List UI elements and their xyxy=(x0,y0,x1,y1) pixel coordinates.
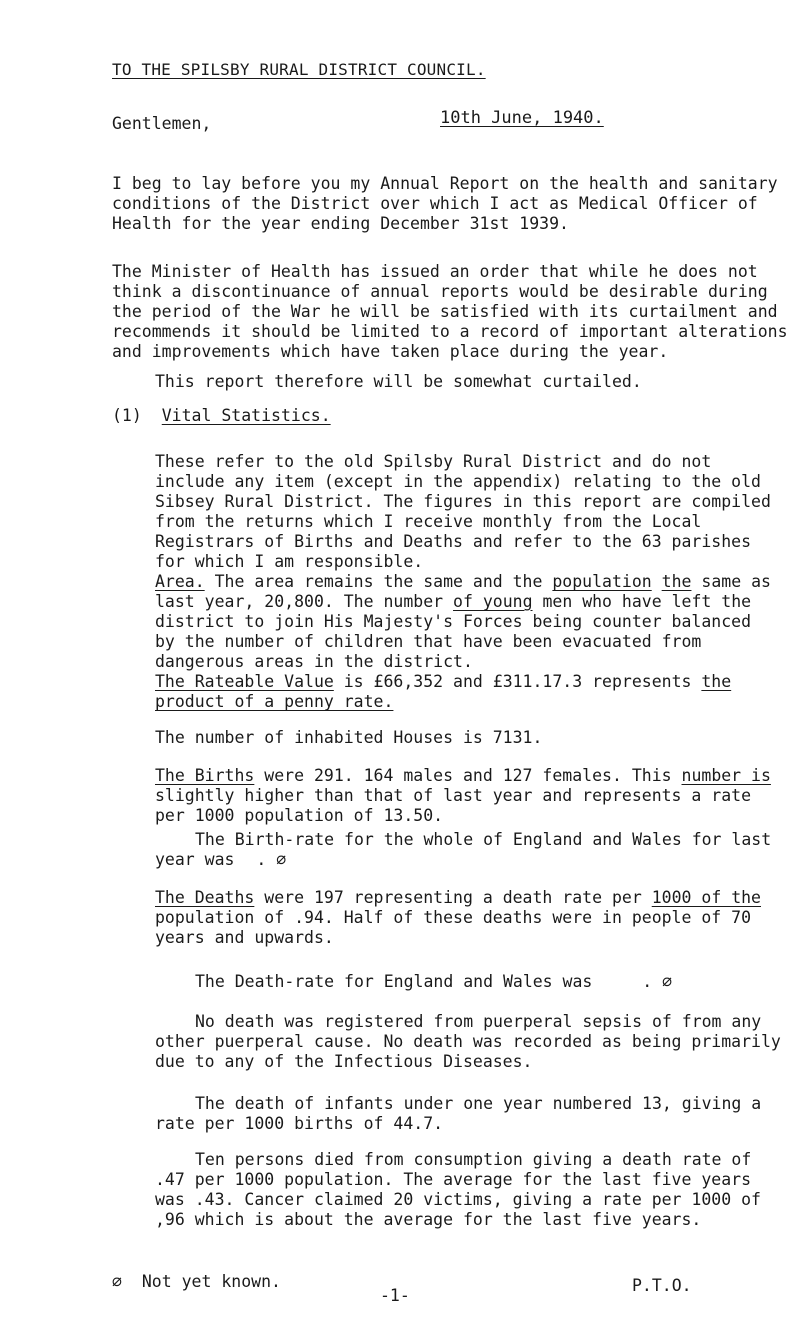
area-text: The area remains the same and the xyxy=(214,572,543,591)
birth-rate-paragraph xyxy=(155,830,780,870)
area-text-the: the xyxy=(661,572,692,591)
area-text-rest: men who have left the district to join His Majesty's Forces being counter balanced by the number of children that have been evacuated from dangerous areas in the district. xyxy=(155,592,752,671)
death-rate-footnote-mark: . ∅ xyxy=(642,972,673,991)
penny-rate-label: the product of a penny rate. xyxy=(155,672,732,711)
salutation: Gentlemen, xyxy=(112,114,212,133)
population-label: population xyxy=(552,572,652,591)
deaths-label: The Deaths xyxy=(155,888,255,907)
young-men-label: of young xyxy=(453,592,533,611)
births-paragraph xyxy=(155,766,780,826)
section-heading xyxy=(112,406,331,426)
births-text: were 291. 164 males and 127 females. This xyxy=(264,766,672,785)
footnote-text: Not yet known. xyxy=(141,1272,281,1291)
deaths-text: were 197 representing a death rate per xyxy=(264,888,642,907)
footnote-mark: ∅ xyxy=(112,1272,122,1291)
intro-paragraph-1: I beg to lay before you my Annual Report on the health and sanitary conditions of the District over which I act as Medical Officer of Health for the year ending December 31st 1939. xyxy=(112,174,778,233)
deaths-text-rest: population of .94. Half of these deaths were in people of 70 years and upwards. xyxy=(155,908,752,947)
section-number: (1) xyxy=(112,406,142,425)
rateable-value-text: is £66,352 and £311.17.3 represents xyxy=(343,672,692,691)
birth-rate-footnote-mark: . ∅ xyxy=(256,850,287,869)
area-label: Area. xyxy=(155,572,205,591)
puerperal-paragraph: No death was registered from puerperal sepsis of from any other puerperal cause. No death was recorded as being primarily due to any of the Infectious Diseases. xyxy=(155,1012,781,1071)
houses-paragraph: The number of inhabited Houses is 7131. xyxy=(155,728,543,747)
death-rate-text: The Death-rate for England and Wales was xyxy=(195,972,593,991)
rateable-value-label: The Rateable Value xyxy=(155,672,334,691)
rateable-value-paragraph xyxy=(155,672,780,712)
vital-statistics-paragraph: These refer to the old Spilsby Rural District and do not include any item (except in the appendix) relating to the old Sibsey Rural District. The figures in this report are compiled from the returns which I receive monthly from the Local Registrars of Births and Deaths and refer to the 63 parishes for which I am responsible. xyxy=(155,452,771,571)
death-rate-paragraph xyxy=(195,972,785,992)
births-text-rest: slightly higher than that of last year and represents a rate per 1000 population of 13.50. xyxy=(155,786,752,825)
pto-note: P.T.O. xyxy=(632,1276,692,1295)
deaths-per-thousand-label: 1000 of the xyxy=(651,888,761,907)
page-heading: TO THE SPILSBY RURAL DISTRICT COUNCIL. xyxy=(112,60,486,79)
infant-deaths-paragraph: The death of infants under one year numbered 13, giving a rate per 1000 births of 44.7. xyxy=(155,1094,762,1133)
deaths-paragraph xyxy=(155,888,780,948)
section-title: Vital Statistics. xyxy=(161,406,331,425)
page-number: -1- xyxy=(380,1286,410,1305)
area-paragraph xyxy=(155,572,780,672)
intro-paragraph-2: The Minister of Health has issued an order that while he does not think a discontinuance of annual reports would be desirable during the period of the War he will be satisfied with its curtailment and recommends it should be limited to a record of important alterations and improvements which have taken place during the year. xyxy=(112,262,788,361)
births-label: The Births xyxy=(155,766,255,785)
area-text-same: same as last year, 20,800. The number xyxy=(155,572,771,611)
intro-paragraph-3: This report therefore will be somewhat curtailed. xyxy=(155,372,642,391)
births-number-label: number is xyxy=(681,766,771,785)
birth-rate-text: The Birth-rate for the whole of England and Wales for last year was xyxy=(155,830,772,869)
report-date: 10th June, 1940. xyxy=(440,108,604,128)
footnote xyxy=(112,1272,281,1292)
consumption-paragraph: Ten persons died from consumption giving a death rate of .47 per 1000 population. The average for the last five years was .43. Cancer claimed 20 victims, giving a rate per 1000 of ,96 which is about the average for the last five years. xyxy=(155,1150,761,1229)
